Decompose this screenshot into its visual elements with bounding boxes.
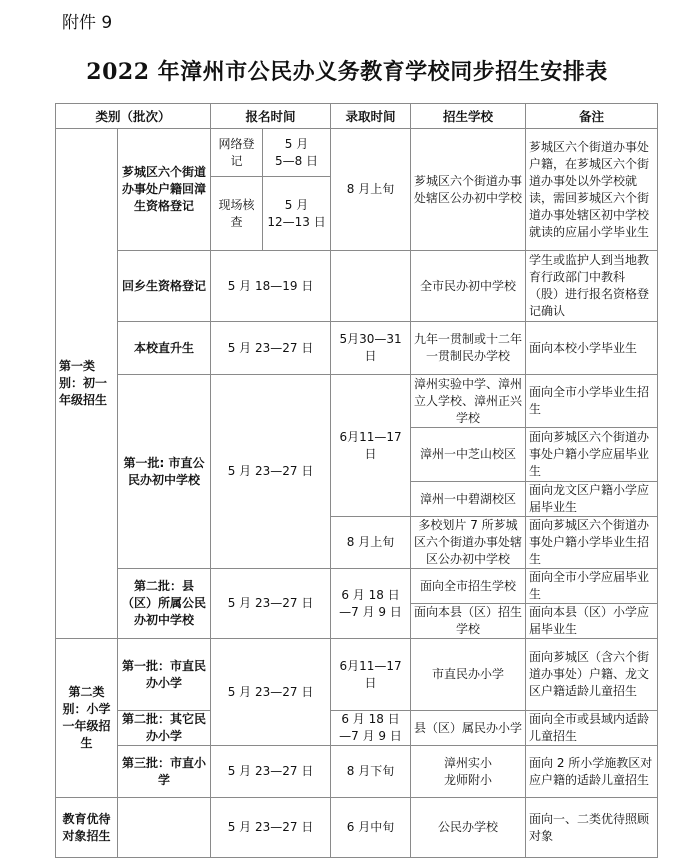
batch-label: 第二批：县（区）所属公民办初中学校 [118, 569, 211, 639]
table-row [56, 251, 658, 322]
admit-time: 6月11—17 日 [331, 639, 411, 711]
table-row [56, 711, 658, 746]
category-label: 第二类别：小学一年级招生 [56, 639, 118, 798]
school: 全市民办初中学校 [411, 251, 526, 322]
note: 面向本校小学毕业生 [526, 322, 658, 375]
school: 面向本县（区）招生学校 [411, 604, 526, 639]
note: 面向 2 所小学施教区对应户籍的适龄儿童招生 [526, 746, 658, 798]
note: 学生或监护人到当地教育行政部门中教科（股）进行报名资格登记确认 [526, 251, 658, 322]
school: 漳州实小 龙师附小 [411, 746, 526, 798]
signup-time: 5 月 23—27 日 [211, 746, 331, 798]
note: 面向全市小学应届毕业生 [526, 569, 658, 604]
table-row [56, 375, 658, 428]
signup-time: 5 月 23—27 日 [211, 375, 331, 569]
admit-time: 8 月上旬 [331, 129, 411, 251]
header-admit: 录取时间 [331, 104, 411, 129]
note: 面向芗城区六个街道办事处户籍小学应届毕业生 [526, 428, 658, 482]
header-signup: 报名时间 [211, 104, 331, 129]
batch-label: 回乡生资格登记 [118, 251, 211, 322]
signup-time: 5 月 23—27 日 [211, 798, 331, 858]
table-row [56, 746, 658, 798]
signup-time: 5 月 18—19 日 [211, 251, 331, 322]
table-row [56, 322, 658, 375]
table-row [56, 798, 658, 858]
note: 面向本县（区）小学应届毕业生 [526, 604, 658, 639]
table-row [56, 129, 658, 177]
admit-time: 8 月下旬 [331, 746, 411, 798]
admit-time: 8 月上旬 [331, 517, 411, 569]
school: 公民办学校 [411, 798, 526, 858]
note: 面向全市小学毕业生招生 [526, 375, 658, 428]
category-label: 教育优待对象招生 [56, 798, 118, 858]
signup-time: 5 月 23—27 日 [211, 322, 331, 375]
category-label: 第一类别：初一年级招生 [56, 129, 118, 639]
batch-label [118, 798, 211, 858]
note: 面向芗城区六个街道办事处户籍小学毕业生招生 [526, 517, 658, 569]
header-note: 备注 [526, 104, 658, 129]
batch-label: 芗城区六个街道办事处户籍回漳生资格登记 [118, 129, 211, 251]
school: 市直民办小学 [411, 639, 526, 711]
table-row [56, 639, 658, 711]
school: 漳州一中芝山校区 [411, 428, 526, 482]
signup-time: 5 月 23—27 日 [211, 639, 331, 746]
batch-label: 本校直升生 [118, 322, 211, 375]
admit-time: 6 月 18 日 —7 月 9 日 [331, 569, 411, 639]
batch-label: 第一批：市直民办小学 [118, 639, 211, 711]
header-school: 招生学校 [411, 104, 526, 129]
batch-label: 第三批：市直小学 [118, 746, 211, 798]
signup-time: 5 月 23—27 日 [211, 569, 331, 639]
onsite-label: 现场核查 [211, 177, 263, 251]
school: 县（区）属民办小学 [411, 711, 526, 746]
enrollment-schedule-table [55, 103, 658, 858]
admit-time: 6 月中旬 [331, 798, 411, 858]
online-date: 5 月 5—8 日 [263, 129, 331, 177]
table-row [56, 569, 658, 604]
note: 面向一、二类优待照顾对象 [526, 798, 658, 858]
note: 芗城区六个街道办事处户籍，在芗城区六个街道办事处以外学校就读，需回芗城区六个街道办事处辖区初中学校就读的应届小学毕业生 [526, 129, 658, 251]
onsite-date: 5 月 12—13 日 [263, 177, 331, 251]
note: 面向全市或县域内适龄儿童招生 [526, 711, 658, 746]
school: 芗城区六个街道办事处辖区公办初中学校 [411, 129, 526, 251]
page-title: 2022 年漳州市公民办义务教育学校同步招生安排表 [86, 59, 608, 85]
school: 多校划片 7 所芗城区六个街道办事处辖区公办初中学校 [411, 517, 526, 569]
admit-time [331, 251, 411, 322]
batch-label: 第一批: 市直公民办初中学校 [118, 375, 211, 569]
school: 九年一贯制或十二年一贯制民办学校 [411, 322, 526, 375]
header-category: 类别（批次） [56, 104, 211, 129]
admit-time: 5月30—31 日 [331, 322, 411, 375]
school: 面向全市招生学校 [411, 569, 526, 604]
note: 面向芗城区（含六个街道办事处）户籍、龙文区户籍适龄儿童招生 [526, 639, 658, 711]
batch-label: 第二批：其它民办小学 [118, 711, 211, 746]
attachment-label: 附件 9 [62, 13, 113, 33]
table-header-row [56, 104, 658, 129]
online-label: 网络登记 [211, 129, 263, 177]
school: 漳州实验中学、漳州立人学校、漳州正兴学校 [411, 375, 526, 428]
note: 面向龙文区户籍小学应届毕业生 [526, 482, 658, 517]
admit-time: 6 月 18 日 —7 月 9 日 [331, 711, 411, 746]
school: 漳州一中碧湖校区 [411, 482, 526, 517]
admit-time: 6月11—17 日 [331, 375, 411, 517]
